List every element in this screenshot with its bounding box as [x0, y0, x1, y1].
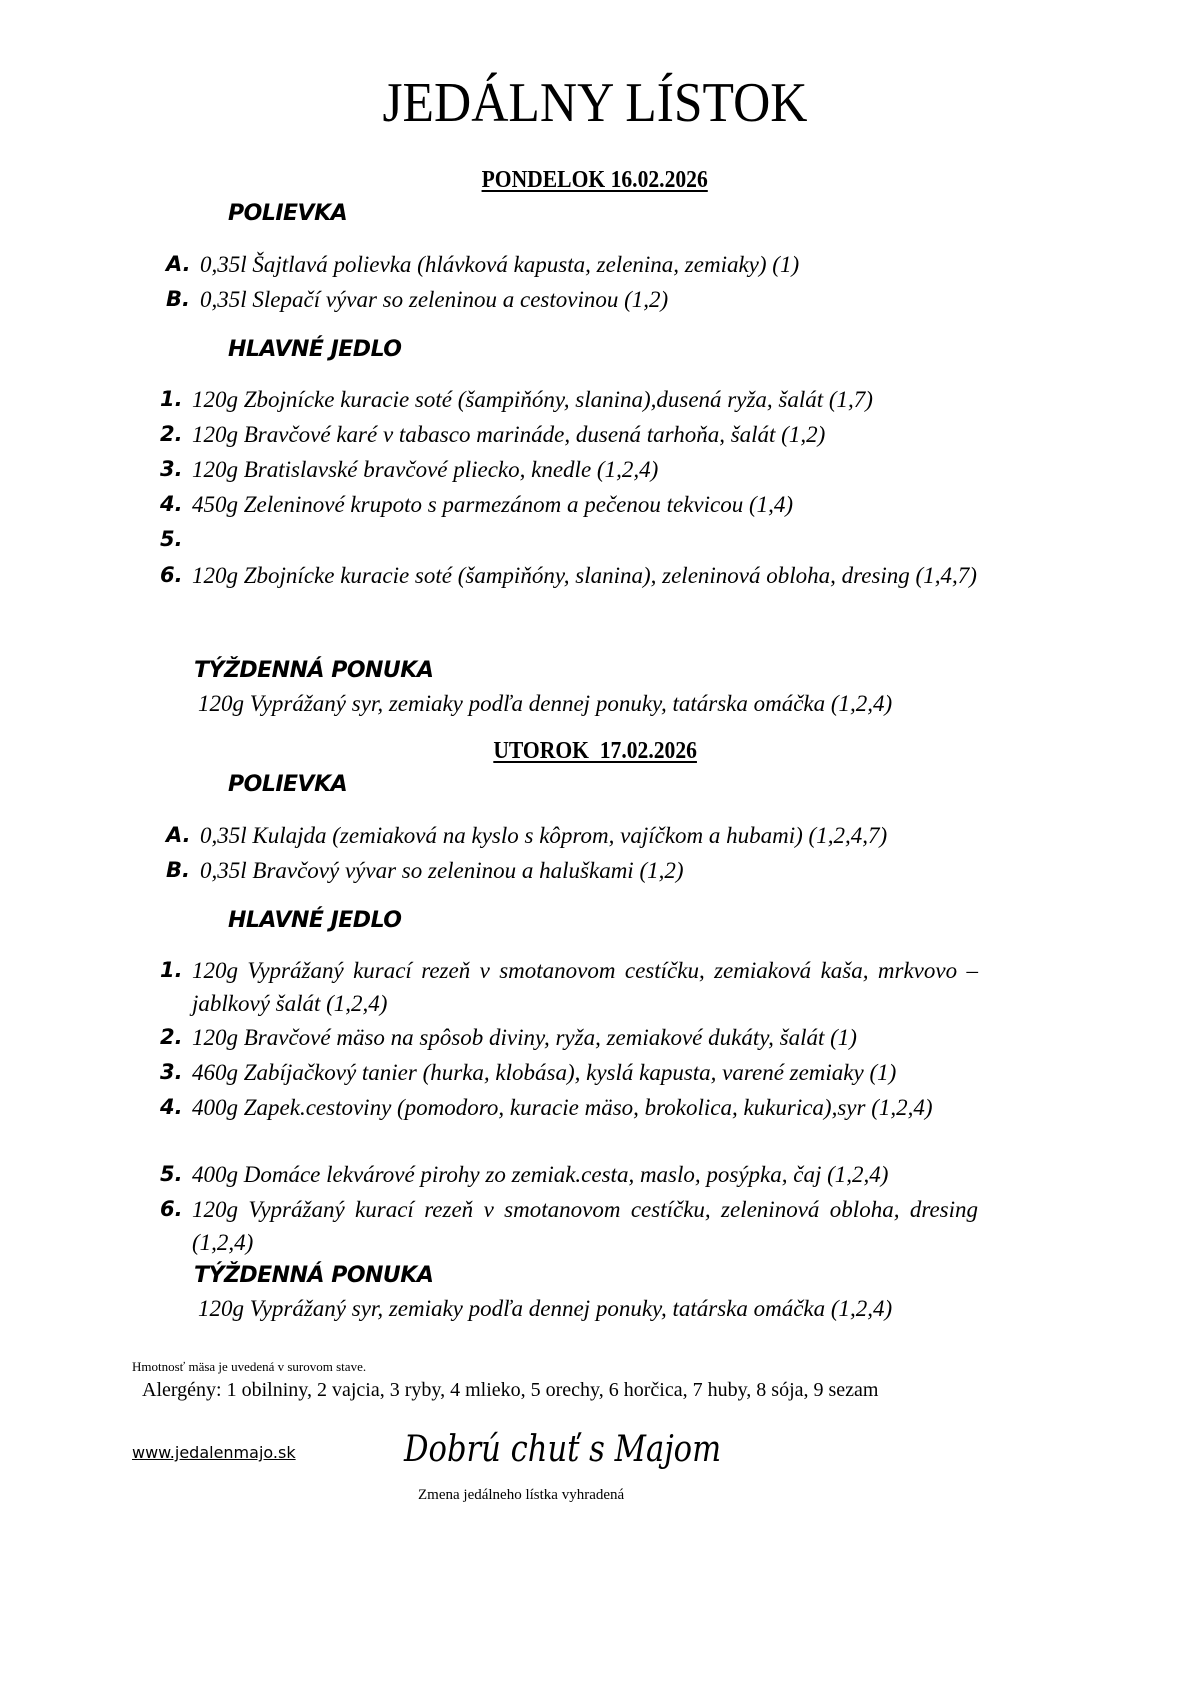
item-marker: 5. [160, 1162, 183, 1186]
item-text: 0,35l Slepačí vývar so zeleninou a cestovinou (1,2) [200, 287, 669, 312]
item-marker: 3. [160, 1060, 183, 1084]
day-heading-text: PONDELOK 16.02.2026 [481, 167, 709, 193]
soup-section-label: POLIEVKA [228, 201, 348, 226]
main-item [0, 559, 1190, 625]
item-marker: A. [166, 823, 191, 847]
main-section-label: HLAVNÉ JEDLO [228, 908, 402, 933]
item-marker: 5. [160, 527, 183, 551]
item-text: 120g Vyprážaný kurací rezeň v smotanovom cestíčku, zemiaková kaša, mrkvovo – jablkový šalát (1,2,4) [192, 958, 978, 1016]
weekly-item: 120g Vyprážaný syr, zemiaky podľa dennej ponuky, tatárska omáčka (1,2,4) [198, 691, 893, 716]
weekly-section-label: TÝŽDENNÁ PONUKA [194, 658, 434, 683]
change-note: Zmena jedálneho lístka vyhradená [418, 1487, 625, 1503]
main-item [0, 1091, 1190, 1157]
item-text: 0,35l Šajtlavá polievka (hlávková kapusta, zelenina, zemiaky) (1) [200, 252, 800, 277]
soup-section-label: POLIEVKA [228, 772, 348, 797]
weekly-item: 120g Vyprážaný syr, zemiaky podľa dennej ponuky, tatárska omáčka (1,2,4) [198, 1296, 893, 1321]
day-heading-text: UTOROK 17.02.2026 [493, 738, 697, 764]
day-heading-tuesday [0, 737, 1190, 765]
weight-note: Hmotnosť mäsa je uvedená v surovom stave. [132, 1359, 367, 1374]
day-heading-monday [0, 166, 1190, 194]
item-text: 120g Zbojnícke kuracie soté (šampiňóny, slanina),dusená ryža, šalát (1,7) [192, 387, 873, 412]
item-marker: 1. [160, 387, 183, 411]
item-text: 120g Bravčové mäso na spôsob diviny, ryža, zemiakové dukáty, šalát (1) [192, 1025, 857, 1050]
item-marker: 6. [160, 1197, 183, 1221]
item-text: 400g Zapek.cestoviny (pomodoro, kuracie mäso, brokolica, kukurica),syr (1,2,4) [192, 1095, 933, 1120]
item-marker: 2. [160, 422, 183, 446]
main-item [0, 418, 1190, 451]
main-item [0, 383, 1190, 416]
main-item [0, 1056, 1190, 1089]
item-marker: B. [166, 858, 190, 882]
item-text: 120g Vyprážaný kurací rezeň v smotanovom cestíčku, zeleninová obloha, dresing (1,2,4) [192, 1197, 978, 1255]
soup-item [0, 819, 1190, 852]
item-marker: 1. [160, 958, 183, 982]
slogan: Dobrú chuť s Majom [404, 1429, 722, 1470]
main-item [0, 1021, 1190, 1054]
item-text: 450g Zeleninové krupoto s parmezánom a pečenou tekvicou (1,4) [192, 492, 794, 517]
item-marker: B. [166, 287, 190, 311]
main-item [0, 1158, 1190, 1191]
website-link[interactable]: www.jedalenmajo.sk [132, 1443, 296, 1462]
main-item [0, 453, 1190, 486]
soup-item [0, 854, 1190, 887]
main-item [0, 523, 1190, 556]
item-text: 0,35l Bravčový vývar so zeleninou a haluškami (1,2) [200, 858, 684, 883]
main-item [0, 488, 1190, 521]
item-text: 460g Zabíjačkový tanier (hurka, klobása), kyslá kapusta, varené zemiaky (1) [192, 1060, 897, 1085]
item-text: 120g Zbojnícke kuracie soté (šampiňóny, slanina), zeleninová obloha, dresing (1,4,7) [192, 563, 977, 588]
main-item [0, 954, 1190, 1020]
item-marker: 3. [160, 457, 183, 481]
item-marker: 6. [160, 563, 183, 587]
item-text: 120g Bratislavské bravčové pliecko, knedle (1,2,4) [192, 457, 659, 482]
main-section-label: HLAVNÉ JEDLO [228, 337, 402, 362]
item-marker: 4. [160, 492, 183, 516]
main-item [0, 1193, 1190, 1259]
weekly-section-label: TÝŽDENNÁ PONUKA [194, 1263, 434, 1288]
item-text: 0,35l Kulajda (zemiaková na kyslo s kôprom, vajíčkom a hubami) (1,2,4,7) [200, 823, 888, 848]
soup-item [0, 248, 1190, 281]
item-text: 400g Domáce lekvárové pirohy zo zemiak.cesta, maslo, posýpka, čaj (1,2,4) [192, 1162, 889, 1187]
item-marker: A. [166, 252, 191, 276]
soup-item [0, 283, 1190, 316]
item-marker: 2. [160, 1025, 183, 1049]
page-title: JEDÁLNY LÍSTOK [382, 72, 808, 134]
item-text: 120g Bravčové karé v tabasco marináde, dusená tarhoňa, šalát (1,2) [192, 422, 826, 447]
item-marker: 4. [160, 1095, 183, 1119]
allergens-legend: Alergény: 1 obilniny, 2 vajcia, 3 ryby, 4 mlieko, 5 orechy, 6 horčica, 7 huby, 8 sója, 9 sezam [142, 1379, 879, 1401]
